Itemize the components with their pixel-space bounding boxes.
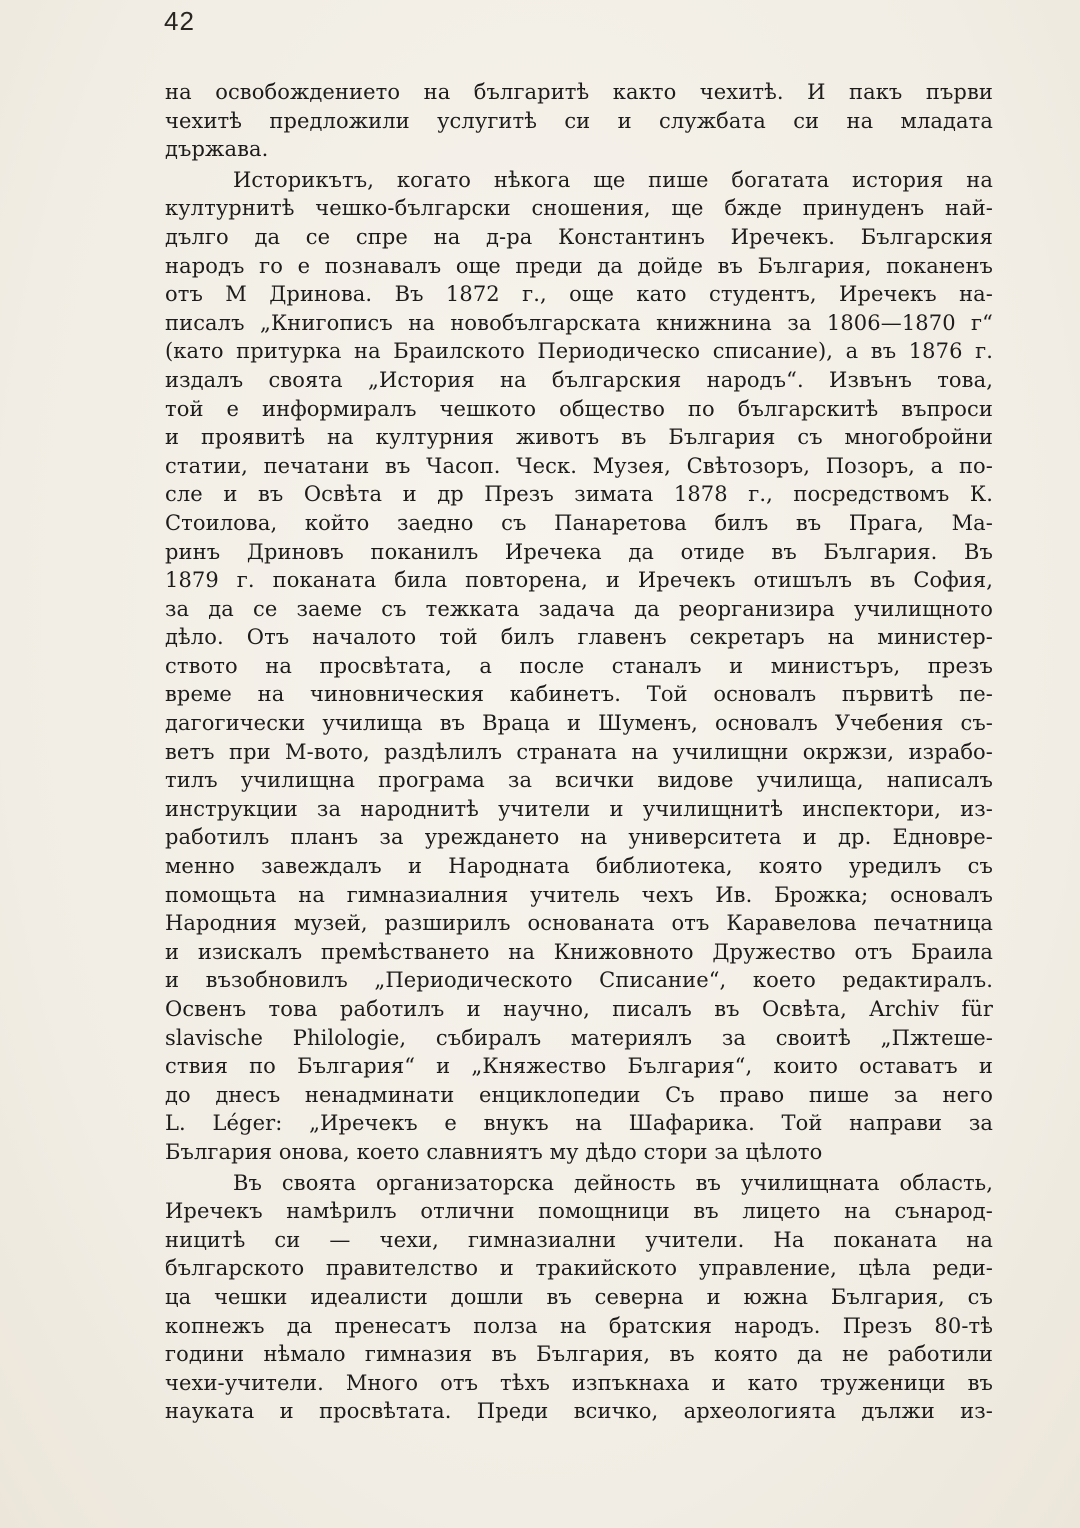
text-line: и изискалъ премѣстването на Книжовното Дружество отъ Браила [165, 939, 993, 964]
text-line: Иречекъ намѣрилъ отлични помощници въ лицето на сънарод- [165, 1199, 993, 1224]
text-line: чехитѣ предложили услугитѣ си и службата си на младата [165, 108, 993, 133]
text-line: и проявитѣ на културния животъ въ България съ многобройни [165, 425, 993, 450]
text-line: ца чешки идеалисти дошли въ северна и южна България, съ [165, 1284, 993, 1309]
text-line: държава. [165, 137, 269, 162]
text-line: на освобождението на българитѣ както чехитѣ. И пакъ първи [165, 80, 993, 104]
text-line: ветъ при М-вото, раздѣлилъ страната на училищни окржзи, изрaбо- [165, 739, 993, 764]
text-line: дѣло. Отъ началото той билъ главенъ секретаръ на министер- [165, 625, 993, 650]
text-line: той е информиралъ чешкото общество по българскитѣ въпроси [165, 396, 993, 421]
text-line: Историкътъ, когато нѣкога ще пише богатата история на [233, 167, 993, 192]
text-line: 1879 г. поканата била повторена, и Иречекъ отишълъ въ София, [165, 568, 993, 593]
text-line: инструкции за народнитѣ учители и училищнитѣ инспектори, из- [165, 796, 993, 821]
text-line: ството на просвѣтата, а после станалъ и министъръ, презъ [165, 653, 993, 678]
page-number: 42 [164, 6, 195, 36]
text-line: писалъ „Книгописъ на новобългарската книжнина за 1806—1870 г“ [165, 310, 993, 335]
text-line: Освенъ това работилъ и научно, писалъ въ Освѣта, Archiv für [165, 997, 993, 1021]
text-line: (като притурка на Браилското Периодическо списание), а въ 1876 г. [165, 339, 993, 364]
text-line: slavische Philologie, събиралъ материялъ за своитѣ „Пжтеше- [165, 1025, 993, 1050]
text-line: до днесъ ненадминати енциклопедии Съ право пише за него [165, 1082, 993, 1107]
text-line: за да се заеме съ тежката задача да реорганизира училищното [165, 596, 993, 621]
text-line: ринъ Дриновъ поканилъ Иречека да отиде въ България. Въ [165, 539, 993, 564]
text-line: години нѣмало гимназия въ България, въ която да не работили [165, 1342, 993, 1367]
text-line: Въ своята организаторска дейность въ училищната область, [233, 1170, 993, 1195]
text-line: отъ М Дринова. Въ 1872 г., още като студентъ, Иречекъ на- [165, 282, 993, 307]
text-line: дагогически училища въ Враца и Шуменъ, основалъ Учебения съ- [165, 711, 993, 736]
text-line: културнитѣ чешко-български сношения, ще бжде принуденъ най- [165, 196, 993, 221]
body-text [165, 78, 993, 1426]
text-line: ствия по България“ и „Княжество България“, които оставатъ и [165, 1054, 993, 1079]
paragraph-1 [165, 78, 993, 164]
text-line: работилъ планъ за уреждането на университета и др. Едновре- [165, 825, 993, 850]
text-line: сле и въ Освѣта и др Презъ зимата 1878 г., посредствомъ К. [165, 482, 993, 507]
text-line: България онова, което славниятъ му дѣдо стори за цѣлото [165, 1139, 823, 1164]
text-line: менно завеждалъ и Народната библиотека, която уредилъ съ [165, 854, 993, 879]
text-line: и възобновилъ „Периодическото Списание“, което редактиралъ. [165, 968, 993, 993]
text-line: българското правителство и тракийското управление, цѣла реди- [165, 1256, 993, 1281]
paragraph-2 [165, 166, 993, 1167]
text-line: копнежъ да пренесатъ полза на братския народъ. Презъ 80-тѣ [165, 1313, 993, 1338]
text-line: чехи-учители. Много отъ тѣхъ изпъкнаха и като труженици въ [165, 1370, 993, 1395]
text-line: Стоилова, който заедно съ Панаретова билъ въ Прага, Ма- [165, 510, 993, 535]
text-line: ницитѣ си — чехи, гимназиални учители. На поканата на [165, 1227, 993, 1252]
text-line: издалъ своята „История на българския народъ“. Извънъ това, [165, 367, 993, 392]
text-line: дълго да се спре на д-ра Константинъ Иречекъ. Българския [165, 224, 993, 249]
text-line: тилъ училищна програма за всички видове училища, написалъ [165, 768, 993, 793]
text-line: статии, печатани въ Часоп. Ческ. Музея, Свѣтозоръ, Позоръ, а по- [165, 453, 993, 478]
text-line: помощьта на гимназиалния учитель чехъ Ив. Брожка; основалъ [165, 882, 993, 907]
text-line: науката и просвѣтата. Преди всичко, археологията дължи из- [165, 1399, 993, 1424]
text-line: народъ го е познавалъ още преди да дойде въ България, поканенъ [165, 253, 993, 278]
text-line: Народния музей, разширилъ основаната отъ Каравелова печатница [165, 911, 993, 936]
text-line: L. Léger: „Иречекъ е внукъ на Шафарика. Той направи за [165, 1111, 993, 1136]
text-line: време на чиновническия кабинетъ. Той основалъ първитѣ пе- [165, 682, 993, 707]
paragraph-3 [165, 1169, 993, 1426]
